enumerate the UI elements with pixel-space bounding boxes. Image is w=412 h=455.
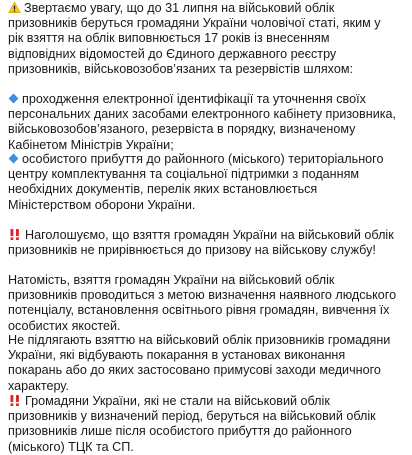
purpose-paragraph	[8, 273, 398, 334]
late-registration-paragraph	[8, 394, 398, 455]
blue-diamond-icon	[8, 93, 19, 104]
emphasis-paragraph	[8, 228, 398, 258]
late-registration-text: Громадяни України, які не стали на військовий облік призовників у визначений період, беруться на військовий облік призовників лише після особистого прибуття до районного (міського) ТЦК та СП.	[8, 394, 376, 454]
double-exclamation-icon	[8, 228, 22, 241]
purpose-text: Натомість, взяття громадян України на військовий облік призовників проводиться з метою визначення наявного людського потенціалу, встановлення освітнього рівня громадян, вивчення їх особистих якостей.	[8, 273, 397, 333]
intro-paragraph	[8, 1, 398, 77]
exceptions-text: Не підлягають взяттю на військовий облік призовників громадяни України, які відбувають покарання в установах виконання покарань або до яких застосовано примусові заходи медичного характеру.	[8, 333, 391, 393]
blue-diamond-icon	[8, 153, 19, 164]
intro-text: Звертаємо увагу, що до 31 липня на військовий облік призовників беруться громадяни України чоловічої статі, яким у рік взяття на облік виповнюється 17 років із внесенням відповідних відомостей до Єдиного державного реєстру призовників, військовозобов’язаних та резервістів шляхом:	[8, 1, 381, 76]
method-item-in-person	[8, 152, 398, 213]
method-text-in-person: особистого прибуття до районного (міського) територіального центру комплектування та соціальної підтримки з поданням необхідних документів, перелік яких встановлюється Міністерством оборони України.	[8, 152, 384, 212]
double-exclamation-icon	[8, 394, 22, 407]
emphasis-text: Наголошуємо, що взяття громадян України на військовий облік призовників не прирівнюється до призову на військову службу!	[8, 228, 394, 258]
method-item-electronic	[8, 92, 398, 153]
method-text-electronic: проходження електронної ідентифікації та уточнення своїх персональних даних засобами електронного кабінету призовника, військовозобов’язаного, резервіста в порядку, визначеному Кабінетом Міністрів України;	[8, 92, 397, 152]
warning-icon	[8, 1, 21, 14]
exceptions-paragraph	[8, 333, 398, 394]
